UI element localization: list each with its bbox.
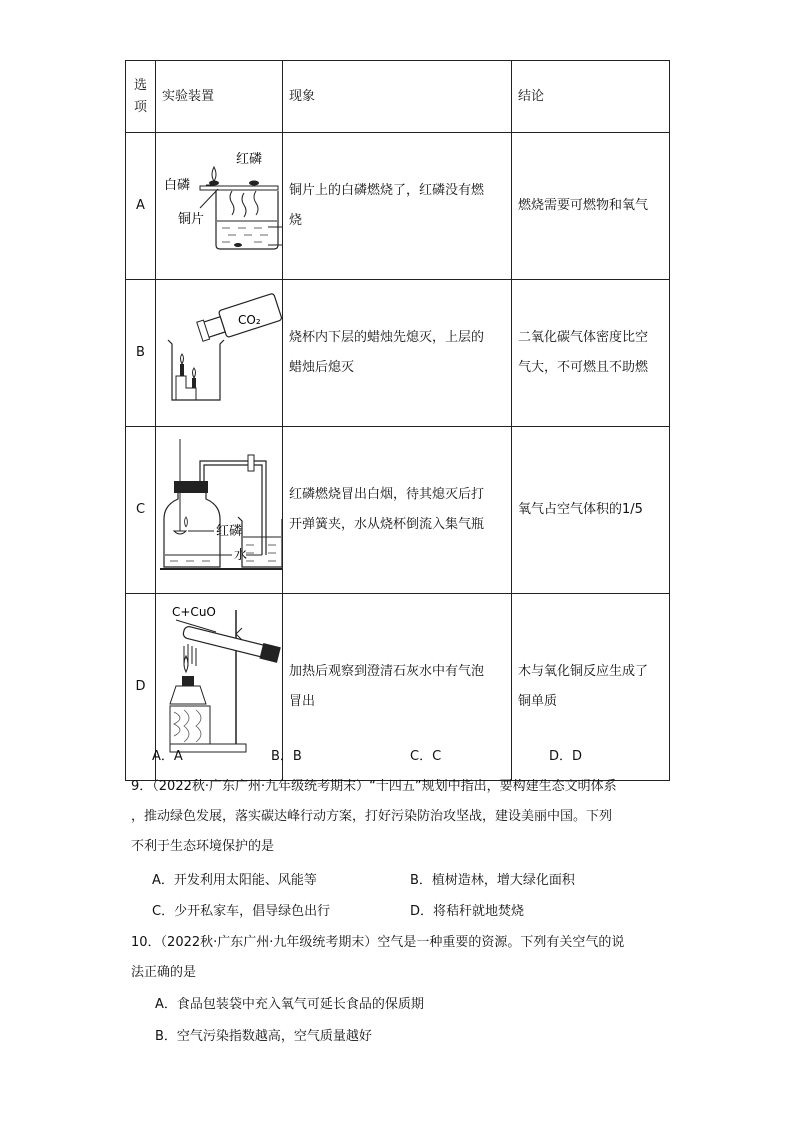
row-option: C <box>126 427 156 594</box>
phenomenon-c <box>283 427 512 594</box>
phenomenon-a-line2: 烧 <box>289 213 303 228</box>
apparatus-a <box>156 133 283 280</box>
table-header-row <box>126 61 670 133</box>
q9-choice-d[interactable]: D．将秸秆就地焚烧 <box>410 904 525 919</box>
phenomenon-a-line1: 铜片上的白磷燃烧了，红磷没有燃 <box>289 183 485 198</box>
conclusion-b-line2: 气大，不可燃且不助燃 <box>518 360 649 375</box>
header-option <box>126 61 156 133</box>
q8-choice-b[interactable]: B．B <box>271 749 302 764</box>
table-row-c <box>126 427 670 594</box>
label-white-phosphorus: 白磷 <box>164 178 191 193</box>
phenomenon-c-line1: 红磷燃烧冒出白烟，待其熄灭后打 <box>289 487 485 502</box>
header-apparatus: 实验装置 <box>156 61 283 133</box>
phenomenon-b-line1: 烧杯内下层的蜡烛先熄灭，上层的 <box>289 330 485 345</box>
table-row-d <box>126 594 670 781</box>
header-conclusion: 结论 <box>512 61 670 133</box>
q9-stem-line1: 9．（2022秋·广东广州·九年级统考期末）“十四五”规划中指出，要构建生态文明体系 <box>131 779 617 794</box>
conclusion-c-line1: 氧气占空气体积的1/5 <box>518 502 643 517</box>
conclusion-a <box>512 133 670 280</box>
phenomenon-a <box>283 133 512 280</box>
label-reactants: C+CuO <box>172 605 216 619</box>
carbon-reduction-apparatus-diagram <box>156 594 283 768</box>
q9-choice-b[interactable]: B．植树造林，增大绿化面积 <box>410 873 575 888</box>
table-row-b <box>126 280 670 427</box>
q10-stem-line1: 10．（2022秋·广东广州·九年级统考期末）空气是一种重要的资源。下列有关空气的说 <box>131 935 625 950</box>
conclusion-b <box>512 280 670 427</box>
q9-stem-line2: ，推动绿色发展，落实碳达峰行动方案，打好污染防治攻坚战，建设美丽中国。下列 <box>131 809 613 824</box>
q10-choice-b[interactable]: B．空气污染指数越高，空气质量越好 <box>155 1029 372 1044</box>
phenomenon-b <box>283 280 512 427</box>
table-row-a <box>126 133 670 280</box>
phenomenon-d-line2: 冒出 <box>289 694 316 709</box>
q10-choice-a[interactable]: A．食品包装袋中充入氧气可延长食品的保质期 <box>155 997 424 1012</box>
row-option: B <box>126 280 156 427</box>
phenomenon-c-line2: 开弹簧夹，水从烧杯倒流入集气瓶 <box>289 517 485 532</box>
combustion-apparatus-diagram <box>156 133 283 267</box>
label-water: 水 <box>234 548 248 563</box>
co2-pouring-diagram <box>156 280 283 414</box>
phenomenon-d-line1: 加热后观察到澄清石灰水中有气泡 <box>289 664 485 679</box>
q10-stem-line2: 法正确的是 <box>131 965 197 980</box>
header-phenomenon: 现象 <box>283 61 512 133</box>
conclusion-d-line2: 铜单质 <box>518 694 558 709</box>
header-option-line1: 选 <box>133 77 147 93</box>
q8-choice-c[interactable]: C．C <box>410 749 442 764</box>
apparatus-b <box>156 280 283 427</box>
row-option: D <box>126 594 156 781</box>
conclusion-b-line1: 二氧化碳气体密度比空 <box>518 330 649 345</box>
conclusion-d-line1: 木与氧化铜反应生成了 <box>518 664 649 679</box>
phenomenon-b-line2: 蜡烛后熄灭 <box>289 360 355 375</box>
q8-choice-a[interactable]: A．A <box>152 749 183 764</box>
label-co2: CO₂ <box>238 313 261 327</box>
label-red-phosphorus: 红磷 <box>236 152 263 167</box>
header-option-line2: 项 <box>133 99 147 115</box>
conclusion-d <box>512 594 670 781</box>
q9-choice-a[interactable]: A．开发利用太阳能、风能等 <box>152 873 317 888</box>
oxygen-content-apparatus-diagram <box>156 427 283 581</box>
apparatus-c <box>156 427 283 594</box>
label-red-phosphorus-c: 红磷 <box>216 524 243 539</box>
conclusion-a-line1: 燃烧需要可燃物和氧气 <box>518 198 649 213</box>
conclusion-c <box>512 427 670 594</box>
phenomenon-d <box>283 594 512 781</box>
q9-choice-c[interactable]: C．少开私家车，倡导绿色出行 <box>152 904 331 919</box>
experiment-table <box>125 60 670 781</box>
q9-stem-line3: 不利于生态环境保护的是 <box>131 839 275 854</box>
q8-choice-d[interactable]: D．D <box>549 749 583 764</box>
label-copper-plate: 铜片 <box>178 212 205 227</box>
row-option: A <box>126 133 156 280</box>
